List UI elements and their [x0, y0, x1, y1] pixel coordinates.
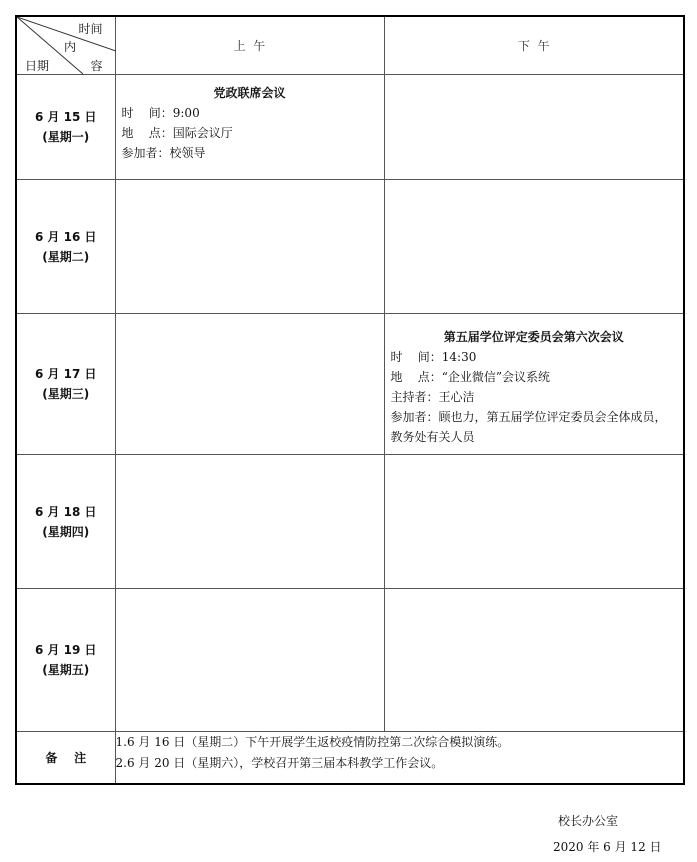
event-title: 第五届学位评定委员会第六次会议: [443, 330, 624, 344]
table-row: [16, 75, 684, 180]
weekday-text: (星期四): [42, 524, 90, 539]
notes-body: [115, 732, 684, 784]
date-text: 6 月 19 日: [34, 643, 97, 657]
table-row: [16, 180, 684, 314]
event-location: 地 点：“企业微信”会议系统: [390, 370, 551, 384]
weekday-text: (星期五): [42, 663, 90, 677]
header-date-label: 日期: [25, 59, 50, 73]
date-cell: [16, 180, 115, 314]
afternoon-cell: [384, 589, 684, 732]
issue-date: 2020 年 6 月 12 日: [553, 840, 662, 854]
schedule-table: [15, 15, 685, 785]
afternoon-cell: [384, 180, 684, 314]
morning-cell: [115, 75, 384, 180]
notes-label: 备 注: [16, 732, 115, 784]
event-participants: 参加者：校领导: [121, 146, 206, 160]
weekday-text: (星期二): [42, 249, 90, 264]
event-participants: 参加者：顾也力，第五届学位评定委员会全体成员，教务处有关人员: [390, 410, 667, 444]
event-block: [116, 75, 384, 163]
header-content-label-b: 容: [90, 59, 103, 73]
header-time-label: 时间: [78, 22, 103, 36]
table-row: [16, 314, 684, 455]
afternoon-cell: [384, 455, 684, 589]
date-text: 6 月 17 日: [34, 367, 97, 381]
event-title: 党政联席会议: [213, 86, 286, 100]
date-cell: [16, 314, 115, 455]
header-afternoon: 下 午: [384, 16, 684, 75]
morning-cell: [115, 455, 384, 589]
morning-cell: [115, 180, 384, 314]
date-cell: [16, 455, 115, 589]
notes-row: [16, 732, 684, 784]
issuing-office: 校长办公室: [558, 814, 619, 828]
date-cell: [16, 75, 115, 180]
header-diagonal-cell: [16, 16, 115, 75]
table-row: [16, 455, 684, 589]
morning-cell: [115, 589, 384, 732]
note-item: 2.6 月 20 日（星期六），学校召开第三届本科教学工作会议。: [115, 756, 444, 770]
date-cell: [16, 589, 115, 732]
afternoon-cell: [384, 75, 684, 180]
header-content-label-a: 内: [64, 40, 77, 54]
weekday-text: (星期三): [42, 387, 90, 401]
date-text: 6 月 16 日: [34, 229, 97, 244]
event-location: 地 点：国际会议厅: [121, 126, 233, 140]
date-text: 6 月 18 日: [34, 504, 97, 519]
header-morning: 上 午: [115, 16, 384, 75]
event-host: 主持者：王心洁: [390, 390, 475, 404]
event-block: [385, 314, 684, 447]
morning-cell: [115, 314, 384, 455]
weekday-text: (星期一): [42, 130, 90, 144]
afternoon-cell: [384, 314, 684, 455]
event-time: 时 间：9:00: [121, 106, 200, 120]
note-item: 1.6 月 16 日（星期二）下午开展学生返校疫情防控第二次综合模拟演练。: [115, 735, 510, 749]
event-time: 时 间：14:30: [390, 350, 477, 364]
table-row: [16, 589, 684, 732]
date-text: 6 月 15 日: [34, 110, 97, 124]
